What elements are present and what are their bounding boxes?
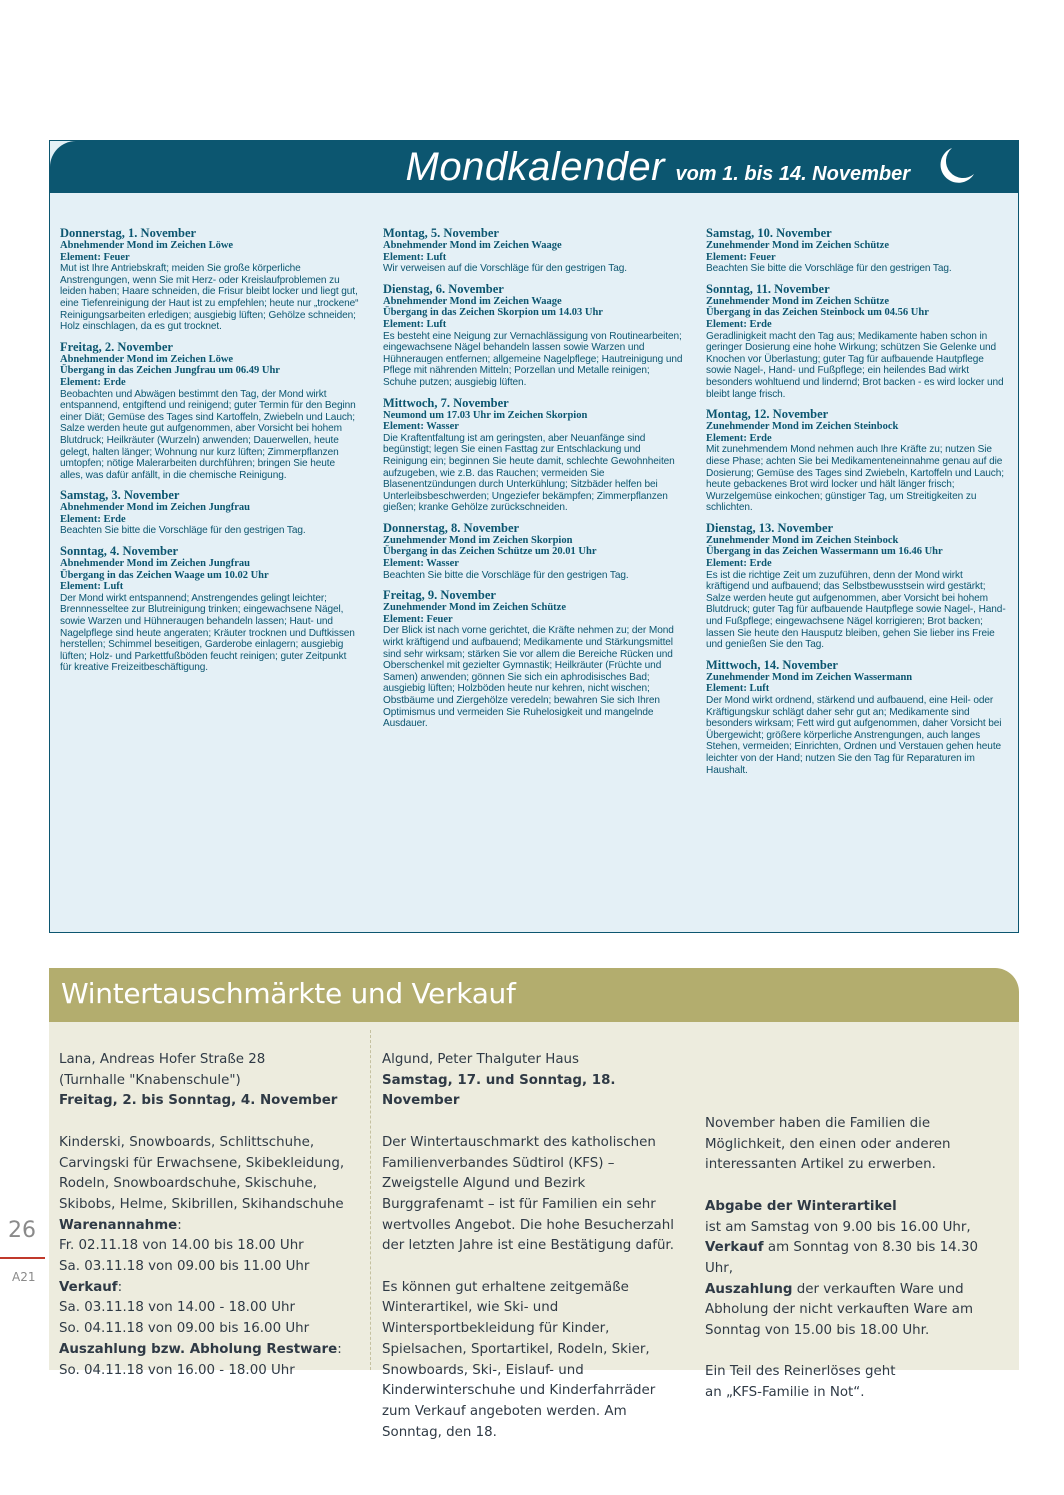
moon-day-text: Die Kraftentfaltung ist am geringsten, aber Neuanfänge sind begünstigt; legen Sie einen Fasttag zur Entschlackung und Reinigung ein; beginnen Sie heute damit, schlechte Gewohnheiten aufzugeben, wie z.B. das Rauchen; vermeiden Sie Blasenentzündungen durch Unterkühlung; Sitzbäder helfen bei Unterleibsbeschwerden; Ungeziefer bekämpfen; Zimmerpflanzen gießen; kranke Gehölze zurückschneiden. xyxy=(383,432,675,514)
lana-auszahlung-1: So. 04.11.18 von 16.00 - 18.00 Uhr xyxy=(59,1362,295,1378)
moon-day-entry xyxy=(60,489,360,537)
moon-day-info: Zunehmender Mond im Zeichen Steinbock xyxy=(706,534,899,546)
moon-calendar-title xyxy=(406,145,911,190)
moon-calendar-header xyxy=(50,141,1018,193)
moon-day-info: Abnehmender Mond im Zeichen Jungfrau xyxy=(60,558,250,570)
moon-day-text: Geradlinigkeit macht den Tag aus; Medikamente haben schon in geringer Dosierung eine hohe Wirkung; schützen Sie Gelenke und Knochen vor Überlastung; guter Tag für aufbauende Hautpflege sowie Nagel-, Hand- und Fußpflege; ein heilendes Bad wirkt besonders wohltuend und lindernd; Brot backen - es wird locker und bleibt lange frisch. xyxy=(706,330,1004,400)
moon-day-entry xyxy=(60,341,360,482)
lana-location: Lana, Andreas Hofer Straße 28 xyxy=(59,1052,266,1067)
winter-market-body xyxy=(49,1022,1019,1440)
lana-dates: Freitag, 2. bis Sonntag, 4. November xyxy=(59,1093,338,1109)
moon-day-info: Zunehmender Mond im Zeichen Steinbock xyxy=(706,421,899,433)
moon-day-info: Element: Erde xyxy=(706,432,772,444)
winter-market-title: Wintertauschmärkte und Verkauf xyxy=(61,977,516,1010)
lana-annahme-label: Warenannahme xyxy=(59,1217,178,1233)
page-number-rule xyxy=(0,1257,45,1259)
moon-day-info: Zunehmender Mond im Zeichen Schütze xyxy=(383,602,566,614)
moon-day-info: Übergang in das Zeichen Waage um 10.02 Uhr xyxy=(60,569,269,581)
moon-column-1 xyxy=(60,227,360,682)
moon-calendar-box xyxy=(49,140,1019,933)
algund-auszahlung xyxy=(705,1280,1005,1342)
moon-day-title: Montag, 5. November xyxy=(383,226,499,240)
moon-day-info: Element: Wasser xyxy=(383,421,459,433)
moon-day-info: Element: Luft xyxy=(383,318,447,330)
moon-day-info: Zunehmender Mond im Zeichen Schütze xyxy=(706,240,889,251)
moon-day-entry xyxy=(706,283,1006,400)
moon-day-title: Mittwoch, 7. November xyxy=(383,395,509,410)
moon-day-title: Dienstag, 6. November xyxy=(383,281,504,296)
moon-day-title: Sonntag, 4. November xyxy=(60,544,179,559)
algund-paragraph-2: Es können gut erhaltene zeitgemäße Winterartikel, wie Ski- und Wintersportbekleidung für Kinder, Spielsachen, Sportartikel, Rodeln, Skier, Snowboards, Ski-, Eislauf- und Kinderwinterschuhe und Kinderfahrräder zum Verkauf angeboten werden. Am Sonntag, den 18. xyxy=(382,1279,656,1440)
moon-calendar-title-main: Mondkalender xyxy=(405,145,665,189)
lana-annahme-heading: Warenannahme: xyxy=(59,1217,182,1233)
winter-market-header xyxy=(49,968,1019,1022)
column-divider xyxy=(370,1030,371,1370)
moon-day-text: Beachten Sie bitte die Vorschläge für den gestrigen Tag. xyxy=(60,525,306,537)
moon-day-text: Mut ist Ihre Antriebskraft; meiden Sie große körperliche Anstrengungen, wenn Sie mit Herz- oder Kreislaufproblemen zu leiden haben; Haare schneiden, die Frisur bleibt locker und liegt gut, eine Tiefenreinigung der Haut ist zu empfehlen; heute nur „trockene“ Reinigungsarbeiten erledigen; ausgiebig lüften; Gehölze schneiden; Holz einschlagen, da es gut trocknet. xyxy=(60,263,359,333)
moon-day-title: Montag, 12. November xyxy=(706,407,829,422)
winter-market-algund xyxy=(382,1050,682,1443)
moon-day-info: Element: Erde xyxy=(706,558,772,570)
winter-market-algund-cont xyxy=(705,1114,1005,1404)
moon-day-entry xyxy=(60,227,360,333)
moon-day-info: Element: Luft xyxy=(383,251,447,263)
moon-day-info: Neumond um 17.03 Uhr im Zeichen Skorpion xyxy=(383,409,588,421)
moon-day-title: Dienstag, 13. November xyxy=(706,520,834,535)
lana-annahme-1: Fr. 02.11.18 von 14.00 bis 18.00 Uhr xyxy=(59,1238,304,1254)
moon-day-title: Samstag, 3. November xyxy=(60,488,180,503)
moon-day-title: Sonntag, 11. November xyxy=(706,281,830,296)
lana-items: Kinderski, Snowboards, Schlittschuhe, Carvingski für Erwachsene, Skibekleidung, Rodeln, Snowboardschuhe, Skischuhe, Skibobs, Helme, Skibrillen, Skihandschuhe xyxy=(59,1134,345,1212)
moon-day-text: Der Blick ist nach vorne gerichtet, die Kräfte nehmen zu; der Mond wirkt kräftigend und aufbauend; Medikamente und Stärkungsmittel sind sehr wirksam; stärken Sie vor allem die Bereiche Rücken und Oberschenkel mit gezielter Gymnastik; Heilkräuter (Früchte und Samen) anwenden; gönnen Sie sich ein aphrodisisches Bad; ausgiebig lüften; Holzböden heute nur kehren, nicht wischen; Obstbäume und Ziergehölze veredeln; bewahren Sie sich Ihren Optimismus und vermeiden Sie Ruhelosigkeit und mangelnde Ausdauer. xyxy=(383,625,674,730)
moon-day-entry xyxy=(383,522,683,581)
moon-day-title: Samstag, 10. November xyxy=(706,226,832,240)
moon-day-info: Element: Feuer xyxy=(60,251,130,263)
reinerloes-line-2: an „KFS-Familie in Not“. xyxy=(705,1385,865,1401)
moon-day-title: Freitag, 9. November xyxy=(383,588,496,603)
moon-column-3 xyxy=(706,227,1006,784)
moon-day-entry xyxy=(706,522,1006,651)
moon-day-info: Übergang in das Zeichen Jungfrau um 06.49 Uhr xyxy=(60,365,280,377)
lana-auszahlung-label: Auszahlung bzw. Abholung Restware xyxy=(59,1341,338,1357)
moon-day-info: Übergang in das Zeichen Steinbock um 04.56 Uhr xyxy=(706,307,929,319)
algund-auszahlung-label: Auszahlung xyxy=(705,1281,793,1297)
moon-day-entry xyxy=(383,589,683,730)
moon-day-entry xyxy=(383,283,683,389)
moon-day-text: Es besteht eine Neigung zur Vernachlässigung von Routinearbeiten; eingewachsene Nägel behandeln lassen sowie Warzen und Hühneraugen entfernen; allgemeine Nagelpflege; Hautreinigung und Pflege mit nährenden Mitteln; Porzellan und Metalle reinigen; Schuhe putzen; ausgiebig lüften. xyxy=(383,330,683,388)
moon-day-info: Element: Erde xyxy=(60,513,126,525)
algund-verkauf-text: am Sonntag von 8.30 bis 14.30 Uhr, xyxy=(705,1240,978,1276)
moon-day-text: Wir verweisen auf die Vorschläge für den gestrigen Tag. xyxy=(383,263,627,275)
algund-auszahlung-text: der verkauften Ware und Abholung der nicht verkauften Ware am Sonntag von 15.00 bis 18.00 Uhr. xyxy=(705,1281,973,1339)
moon-day-info: Element: Erde xyxy=(60,376,126,388)
reinerloes-line-1: Ein Teil des Reinerlöses geht xyxy=(705,1364,896,1380)
moon-day-text: Der Mond wirkt ordnend, stärkend und aufbauend, eine Heil- oder Kräftigungskur schlägt daher sehr gut an; Medikamente sind besonders wirksam; Fett wird gut aufgenommen, daher Vorsicht bei Übergewicht; größere körperliche Anstrengungen, auch langes Stehen, vermeiden; Einrichten, Ordnen und Verstauen gehen heute leichter von der Hand; nutzen Sie den Tag für Reparaturen im Haushalt. xyxy=(706,695,1002,776)
algund-location: Algund, Peter Thalguter Haus xyxy=(382,1052,580,1067)
algund-verkauf-label: Verkauf xyxy=(705,1240,764,1256)
lana-auszahlung-heading: Auszahlung bzw. Abholung Restware: xyxy=(59,1341,342,1357)
moon-day-title: Donnerstag, 1. November xyxy=(60,226,197,240)
moon-column-2 xyxy=(383,227,683,738)
winter-market-lana xyxy=(59,1050,359,1381)
moon-day-info: Element: Feuer xyxy=(706,251,776,263)
moon-day-info: Zunehmender Mond im Zeichen Skorpion xyxy=(383,534,573,546)
moon-day-info: Übergang in das Zeichen Skorpion um 14.03 Uhr xyxy=(383,307,603,319)
moon-day-entry xyxy=(383,227,683,275)
algund-dates: Samstag, 17. und Sonntag, 18. November xyxy=(382,1072,616,1109)
moon-day-info: Abnehmender Mond im Zeichen Waage xyxy=(383,240,562,251)
moon-day-text: Beachten Sie bitte die Vorschläge für den gestrigen Tag. xyxy=(706,263,952,275)
moon-day-info: Element: Luft xyxy=(706,683,770,695)
moon-day-title: Freitag, 2. November xyxy=(60,339,173,354)
moon-day-info: Abnehmender Mond im Zeichen Jungfrau xyxy=(60,502,250,514)
moon-calendar-subtitle: vom 1. bis 14. November xyxy=(675,163,910,185)
moon-day-entry xyxy=(60,545,360,674)
moon-day-info: Zunehmender Mond im Zeichen Wassermann xyxy=(706,671,913,683)
algund-paragraph-3: November haben die Familien die Möglichkeit, den einen oder anderen interessanten Artikel zu erwerben. xyxy=(705,1116,951,1173)
moon-day-info: Übergang in das Zeichen Schütze um 20.01 Uhr xyxy=(383,546,597,558)
moon-day-info: Element: Wasser xyxy=(383,558,459,570)
lana-annahme-2: Sa. 03.11.18 von 09.00 bis 11.00 Uhr xyxy=(59,1259,310,1275)
moon-day-entry xyxy=(706,408,1006,514)
moon-day-text: Beachten Sie bitte die Vorschläge für den gestrigen Tag. xyxy=(383,569,629,581)
lana-verkauf-1: Sa. 03.11.18 von 14.00 - 18.00 Uhr xyxy=(59,1300,296,1316)
moon-day-entry xyxy=(706,227,1006,275)
moon-day-info: Abnehmender Mond im Zeichen Löwe xyxy=(60,240,234,251)
lana-verkauf-label: Verkauf xyxy=(59,1279,118,1295)
moon-day-info: Element: Erde xyxy=(706,318,772,330)
moon-day-text: Der Mond wirkt entspannend; Anstrengendes gelingt leichter; Brennnesseltee zur Blutreinigung trinken; eingewachsene Nägel, sowie Warzen und Hühneraugen behandeln lassen; Haut- und Nagelpflege sind heute angeraten; Kräuter trocknen und Duftkissen herstellen; Schimmel beseitigen, Garderobe einlagern; ausgiebig lüften; Holz- und Parkettfußböden feucht reinigen; guter Zeitpunkt für kreative Freizeitbeschäftigung. xyxy=(60,592,355,674)
moon-day-text: Mit zunehmendem Mond nehmen auch Ihre Kräfte zu; nutzen Sie diese Phase; achten Sie bei Medikamenteneinnahme genau auf die Dosierung; Gemüse des Tages sind Zwiebeln, Kartoffeln und Lauch; heute gebackenes Brot wird locker und hält länger frisch; Wurzelgemüse einkochen; günstiger Tag, um Streitigkeiten zu schlichten. xyxy=(706,444,1004,514)
moon-day-info: Übergang in das Zeichen Wassermann um 16.46 Uhr xyxy=(706,546,943,558)
moon-day-info: Abnehmender Mond im Zeichen Löwe xyxy=(60,353,234,365)
moon-day-title: Mittwoch, 14. November xyxy=(706,657,838,672)
lana-verkauf-heading: Verkauf: xyxy=(59,1279,123,1295)
lana-location-detail: (Turnhalle "Knabenschule") xyxy=(59,1072,241,1088)
moon-day-info: Abnehmender Mond im Zeichen Waage xyxy=(383,295,562,307)
moon-day-info: Zunehmender Mond im Zeichen Schütze xyxy=(706,295,889,307)
algund-verkauf xyxy=(705,1238,1005,1279)
moon-day-entry xyxy=(706,659,1006,776)
abgabe-text: ist am Samstag von 9.00 bis 16.00 Uhr, xyxy=(705,1219,971,1235)
moon-icon xyxy=(934,144,978,188)
moon-day-info: Element: Feuer xyxy=(383,613,453,625)
abgabe-label: Abgabe der Winterartikel xyxy=(705,1198,897,1214)
moon-day-text: Beobachten und Abwägen bestimmt den Tag, der Mond wirkt entspannend, entgiftend und reinigend; guter Termin für den Beginn einer Diät; Gemüse des Tages sind Kartoffeln, Zwiebeln und Lauch; Salze werden heute gut aufgenommen, aber Vorsicht bei hohem Blutdruck; Heilkräuter (Wurzeln) anwenden; Dauerwellen, heute gelegt, halten länger; Wohnung nur kurz lüften; Zimmerpflanzen umtopfen; nötige Malerarbeiten durchführen; bringen Sie heute alles, was dafür anfällt, in die chemische Reinigung. xyxy=(60,388,356,481)
page-number: 26 xyxy=(8,1218,36,1243)
page-code: A21 xyxy=(12,1270,36,1284)
algund-paragraph-1: Der Wintertauschmarkt des katholischen Familienverbandes Südtirol (KFS) – Zweigstelle Algund und Bezirk Burggrafenamt – ist für Familien ein sehr wertvolles Angebot. Die hohe Besucherzahl der letzten Jahre ist eine Bestätigung dafür. xyxy=(382,1134,674,1254)
moon-day-entry xyxy=(383,397,683,514)
moon-day-title: Donnerstag, 8. November xyxy=(383,520,520,535)
moon-day-info: Element: Luft xyxy=(60,581,124,593)
lana-verkauf-2: So. 04.11.18 von 09.00 bis 16.00 Uhr xyxy=(59,1321,310,1337)
moon-day-text: Es ist die richtige Zeit um zuzuführen, denn der Mond wirkt kräftigend und aufbauend; das Selbstbewusstsein wird gestärkt; Salze werden heute gut aufgenommen, aber Vorsicht bei hohem Blutdruck; guter Tag für aufbauende Hautpflege sowie Nagel-, Hand- und Fußpflege; eingewachsene Nägel korrigieren; Brot backen; lassen Sie heute den Hausputz bleiben, gehen Sie lieber ins Freie und genießen Sie den Tag. xyxy=(706,569,1006,651)
